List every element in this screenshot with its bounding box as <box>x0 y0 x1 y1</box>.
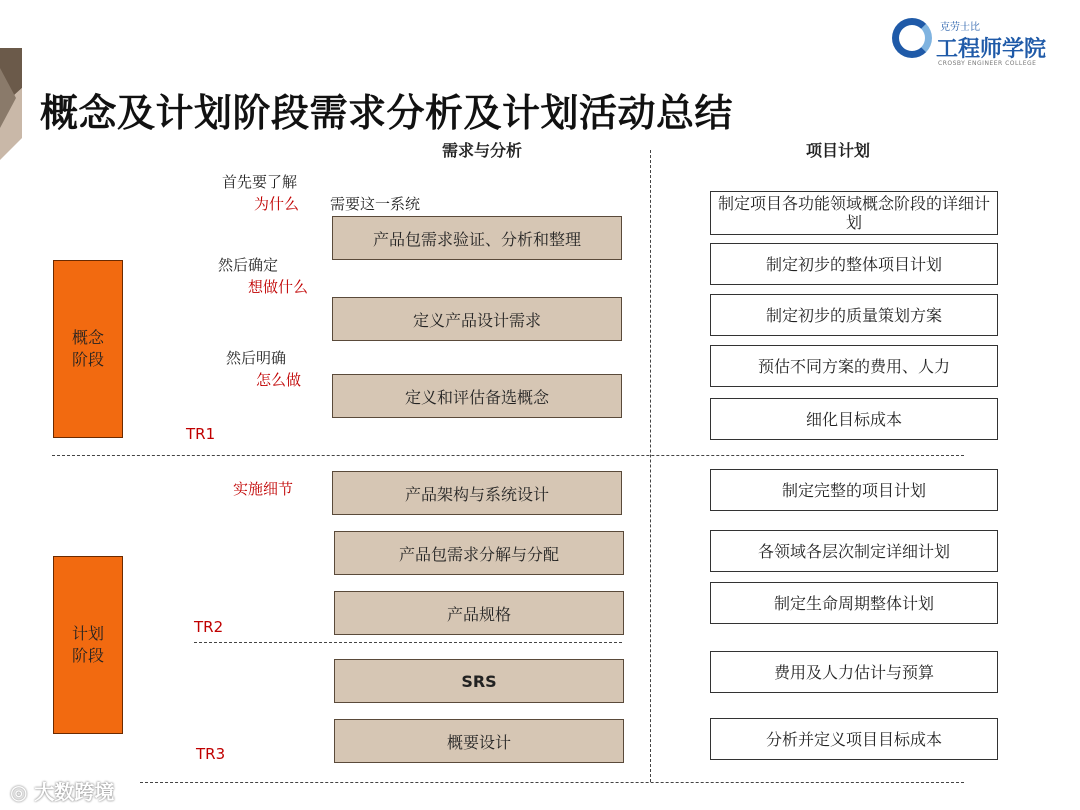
note-implementation-details: 实施细节 <box>233 480 294 498</box>
analysis-box: 定义产品设计需求 <box>332 297 622 341</box>
analysis-box: 概要设计 <box>334 719 624 763</box>
note-then-clarify: 然后明确 <box>226 349 287 367</box>
analysis-box: 定义和评估备选概念 <box>332 374 622 418</box>
plan-box: 费用及人力估计与预算 <box>710 651 998 693</box>
plan-box: 制定完整的项目计划 <box>710 469 998 511</box>
milestone-tr3: TR3 <box>196 745 226 763</box>
corner-decoration <box>0 48 22 160</box>
analysis-box: 产品包需求分解与分配 <box>334 531 624 575</box>
college-logo <box>888 12 1048 72</box>
logo-main-text: 工程师学院 <box>936 37 1047 62</box>
plan-box: 各领域各层次制定详细计划 <box>710 530 998 572</box>
stage-divider-tr1 <box>52 455 964 456</box>
stage-plan: 计划 阶段 <box>53 556 123 734</box>
milestone-tr2: TR2 <box>194 618 224 636</box>
note-then-determine: 然后确定 <box>218 256 279 274</box>
note-what-to-do: 想做什么 <box>248 278 309 296</box>
logo-sub-text: CROSBY ENGINEER COLLEGE <box>938 60 1037 67</box>
note-why: 为什么 <box>254 195 300 213</box>
column-header-plan: 项目计划 <box>806 141 871 160</box>
logo-ring-icon <box>892 18 932 58</box>
analysis-box: 产品架构与系统设计 <box>332 471 622 515</box>
analysis-box: 产品规格 <box>334 591 624 635</box>
page-title: 概念及计划阶段需求分析及计划活动总结 <box>40 91 734 135</box>
plan-box: 细化目标成本 <box>710 398 998 440</box>
plan-box: 预估不同方案的费用、人力 <box>710 345 998 387</box>
watermark-icon: ◎ <box>10 780 35 804</box>
analysis-box: SRS <box>334 659 624 703</box>
plan-box: 制定项目各功能领域概念阶段的详细计划 <box>710 191 998 235</box>
logo-top-text: 克劳士比 <box>940 22 980 33</box>
note-how-to-do: 怎么做 <box>256 371 302 389</box>
watermark-text: 大数跨境 <box>34 780 115 804</box>
milestone-tr1: TR1 <box>186 425 216 443</box>
note-need-system: 需要这一系统 <box>330 195 421 213</box>
plan-box: 制定初步的整体项目计划 <box>710 243 998 285</box>
column-header-analysis: 需求与分析 <box>442 141 523 160</box>
watermark <box>10 776 114 805</box>
plan-box: 制定初步的质量策划方案 <box>710 294 998 336</box>
divider-tr2 <box>194 642 622 643</box>
analysis-box: 产品包需求验证、分析和整理 <box>332 216 622 260</box>
note-first-understand: 首先要了解 <box>222 173 298 191</box>
divider-tr3 <box>140 782 964 783</box>
plan-box: 分析并定义项目目标成本 <box>710 718 998 760</box>
stage-concept: 概念 阶段 <box>53 260 123 438</box>
column-divider <box>650 150 651 782</box>
plan-box: 制定生命周期整体计划 <box>710 582 998 624</box>
